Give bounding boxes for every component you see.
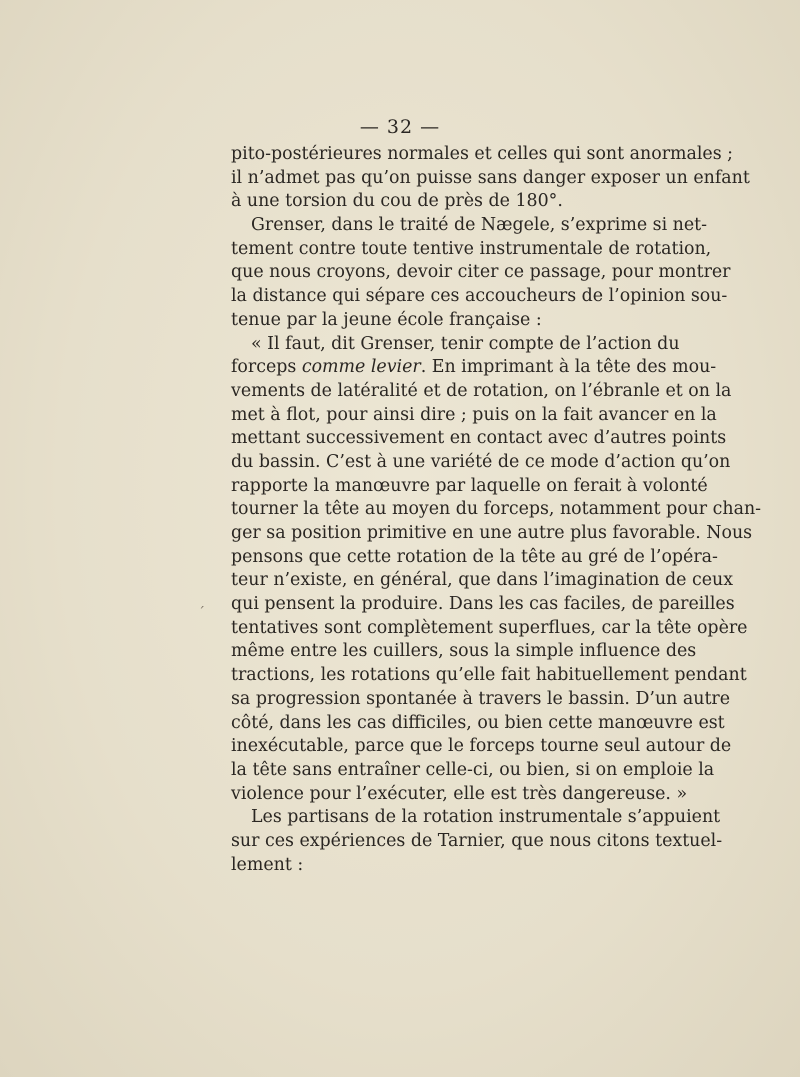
italic-term: comme levier bbox=[301, 357, 421, 378]
text-line: tentatives sont complètement superflues, car la tête opère bbox=[231, 617, 748, 638]
text-line: pensons que cette rotation de la tête au gré de l’opéra- bbox=[231, 546, 718, 567]
text-line: tenue par la jeune école française : bbox=[231, 309, 542, 330]
text-line: à une torsion du cou de près de 180°. bbox=[231, 191, 563, 212]
body-text bbox=[231, 143, 762, 877]
text-line: ger sa position primitive en une autre plus favorable. Nous bbox=[231, 523, 753, 543]
text-line: pito-postérieures normales et celles qui sont anormales ; bbox=[231, 144, 734, 164]
text-line: Les partisans de la rotation instrumentale s’appuient bbox=[251, 807, 721, 828]
text-line: du bassin. C’est à une variété de ce mode d’action qu’on bbox=[231, 451, 731, 472]
text-line: lement : bbox=[231, 854, 304, 875]
text-line: mettant successivement en contact avec d’autres points bbox=[231, 428, 727, 449]
text-fragment: . En imprimant à la tête des mou- bbox=[420, 357, 717, 378]
text-line: « Il faut, dit Grenser, tenir compte de l’action du bbox=[251, 333, 680, 354]
text-line: rapporte la manœuvre par laquelle on ferait à volonté bbox=[231, 475, 708, 496]
text-line: inexécutable, parce que le forceps tourne seul autour de bbox=[231, 736, 732, 757]
text-line: la tête sans entraîner celle-ci, ou bien, si on emploie la bbox=[231, 759, 715, 780]
text-fragment: forceps bbox=[231, 357, 302, 378]
text-line: tement contre toute tentive instrumentale de rotation, bbox=[231, 238, 712, 259]
text-line: la distance qui sépare ces accoucheurs de l’opinion sou- bbox=[231, 286, 728, 307]
text-line: sa progression spontanée à travers le bassin. D’un autre bbox=[231, 688, 731, 709]
page-number: — 32 — bbox=[359, 116, 441, 138]
text-line bbox=[231, 356, 717, 380]
text-line: sur ces expériences de Tarnier, que nous citons textuel- bbox=[231, 830, 723, 851]
text-line: tractions, les rotations qu’elle fait habituellement pendant bbox=[231, 665, 747, 686]
text-line: côté, dans les cas difficiles, ou bien cette manœuvre est bbox=[231, 712, 725, 733]
text-line: tourner la tête au moyen du forceps, notamment pour chan- bbox=[231, 499, 762, 520]
text-line: met à flot, pour ainsi dire ; puis on la fait avancer en la bbox=[231, 404, 717, 425]
text-line: qui pensent la produire. Dans les cas faciles, de pareilles bbox=[231, 594, 735, 615]
text-line: vements de latéralité et de rotation, on l’ébranle et on la bbox=[231, 380, 732, 401]
margin-mark: ´ bbox=[198, 605, 205, 621]
text-line: Grenser, dans le traité de Nægele, s’exprime si net- bbox=[251, 215, 708, 236]
text-line: teur n’existe, en général, que dans l’imagination de ceux bbox=[231, 570, 734, 591]
text-line: violence pour l’exécuter, elle est très dangereuse. » bbox=[231, 783, 688, 804]
text-line: que nous croyons, devoir citer ce passage, pour montrer bbox=[231, 262, 731, 283]
text-line: il n’admet pas qu’on puisse sans danger exposer un enfant bbox=[231, 167, 750, 188]
text-line: même entre les cuillers, sous la simple influence des bbox=[231, 641, 697, 662]
